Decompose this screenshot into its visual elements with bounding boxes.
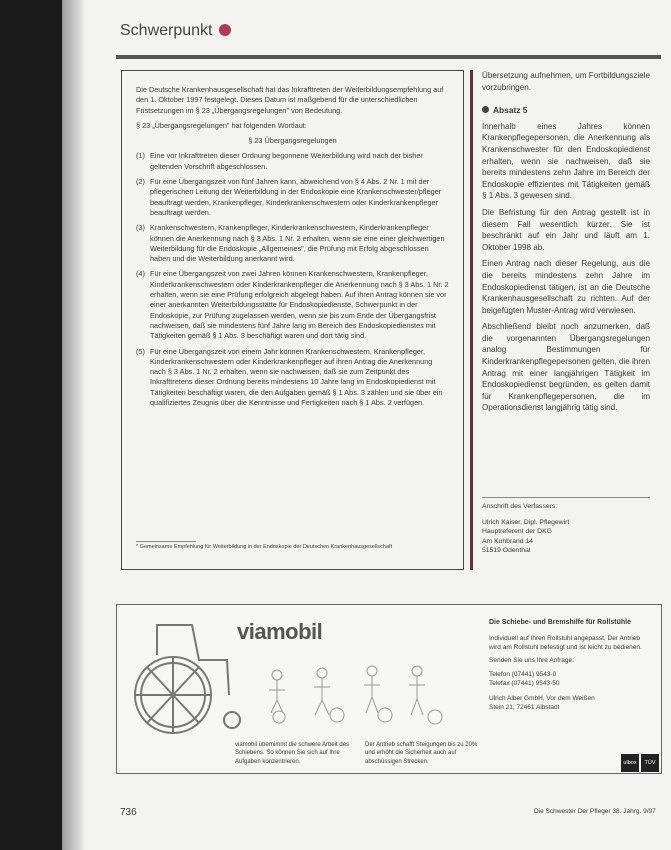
ad-headline: Die Schiebe- und Bremshilfe für Rollstühle bbox=[489, 619, 631, 626]
header-rule bbox=[116, 55, 661, 59]
item-text: Für eine Übergangszeit von einem Jahr können Krankenschwestern, Krankenpfleger, Kinderkrankenschwestern oder Kinderkrankenpfleger auf ihren Antrag die Anerkennung nach § 3 Abs. 1 Nr. 2 erhalten, wenn sie nachweisen, daß sie zum Zeitpunkt des Inkrafttretens dieser Ordnung bereits mindestens 10 Jahre lang im Endoskopiedienst mit Tätigkeiten beschäftigt waren, die den Aufgaben gemäß § 1 Abs. 3 zählen und sie über ein qualifiziertes Zeugnis über die Kenntnisse und Fertigkeiten nach § 1 Abs. 2 verfügen. bbox=[150, 346, 443, 408]
address-line: Hauptreferent der DKG bbox=[482, 528, 552, 536]
subheading bbox=[482, 105, 650, 117]
footnote-text: * Gemeinsame Empfehlung für Weiterbildung in der Endoskopie der Deutschen Krankenhausgesellschaft bbox=[136, 544, 393, 550]
section-header bbox=[120, 22, 231, 40]
item-text: Eine vor Inkrafttreten dieser Ordnung begonnene Weiterbildung wird nach der bisher geltenden Vorschrift abgeschlossen. bbox=[150, 151, 423, 171]
item-text: Krankenschwestern, Krankenpfleger, Kinderkrankenschwestern, Kinderkrankenpfleger können die Anerkennung nach § 3 Abs. 1 Nr. 2 erhalten, wenn sie eine einer gleichwertigen Weiterbildung für die Endoskopie „Allgemeines", die Prüfung mit Erfolg abgeschlossen haben und die Weiterbildung anerkannt wird. bbox=[150, 223, 445, 264]
ad-fax: Telefax (07441) 9543-50 bbox=[489, 679, 560, 687]
right-paragraph: Die Befristung für den Antrag gestellt ist in diesem Fall wesentlich kürzer. Sie ist beschränkt auf ein Jahr und läuft am 1. Oktober 1998 ab. bbox=[482, 207, 650, 252]
page-number: 736 bbox=[120, 807, 137, 818]
intro-paragraph: Die Deutsche Krankenhausgesellschaft hat das Inkrafttreten der Weiterbildungsempfehlung auf den 1. Oktober 1997 festgelegt. Dieses Datum ist maßgebend für die unterschiedlichen Fristsetzungen im § 23 „Übergangsregelungen" von Bedeutung. bbox=[136, 85, 444, 115]
section-dot-icon bbox=[219, 24, 231, 36]
list-item bbox=[136, 223, 449, 264]
brand-badge: ulbox bbox=[621, 754, 639, 772]
ad-text: viamobil übernimmt die schwere Arbeit des Schiebens. So können Sie sich auf Ihre Aufgaben konzentrieren. bbox=[235, 742, 350, 765]
subheading-text: Absatz 5 bbox=[493, 105, 528, 116]
address-line: Ulrich Kaiser, Dipl. Pflegewirt bbox=[482, 518, 570, 526]
regulation-heading: § 23 Übergangsregelungen bbox=[248, 136, 337, 146]
item-number: (3) bbox=[136, 223, 145, 233]
item-text: Für eine Übergangszeit von zwei Jahren können Krankenschwestern, Krankenpfleger, Kinderkrankenschwestern oder Kinderkrankenpfleger die Anerkennung nach § 3 Abs. 1 Nr. 2 erhalten, wenn sie eine Prüfung erfolgreich abgelegt haben. Auf ihren Antrag können sie vor einer anerkannten Weiterbildungsstätte für Endoskopiedienste, Schwerpunkt in der Endoskopie, zur Prüfung zugelassen werden, wenn sie bis zum Ende der Übergangsfrist nachweisen, daß sie mindestens fünf Jahre lang im Bereich des Endoskopiedienstes mit Tätigkeiten gemäß § 1 Abs. 3 beschäftigt waren und dort tätig sind. bbox=[150, 269, 449, 341]
people-sketch bbox=[269, 666, 442, 724]
right-column bbox=[482, 70, 650, 419]
page-gutter bbox=[62, 0, 84, 850]
regulation-list bbox=[136, 151, 449, 408]
wording-paragraph: § 23 „Übergangsregelungen" hat folgenden Wortlaut: bbox=[136, 120, 307, 130]
author-address bbox=[482, 497, 650, 556]
list-item bbox=[136, 269, 449, 341]
list-item bbox=[136, 347, 449, 409]
item-number: (4) bbox=[136, 269, 145, 279]
list-item bbox=[136, 177, 449, 218]
list-item bbox=[136, 151, 449, 172]
address-line: 51519 Odenthal bbox=[482, 547, 531, 555]
regulation-box bbox=[121, 70, 464, 570]
brand-logo: viamobil bbox=[237, 619, 323, 644]
right-paragraph: Übersetzung aufnehmen, um Fortbildungsziele vorzubringen. bbox=[482, 71, 650, 92]
item-number: (1) bbox=[136, 151, 145, 161]
right-paragraph: Innerhalb eines Jahres können Krankenpflegepersonen, die Anerkennung als Krankenschwester für den Endoskopiedienst erhalten, wenn sie nachweisen, daß sie bereits mindestens zehn Jahre im Bereich der Endoskopie effizientes mit Tätigkeiten gemäß § 1 Abs. 3 gewesen sind. bbox=[482, 121, 650, 201]
ad-paragraph: Individuell auf Ihren Rollstuhl angepasst. Der Antrieb wird am Rollstuhl befestigt und ist leicht zu bedienen. bbox=[489, 634, 642, 651]
ad-phone: Telefon (07441) 9543-0 bbox=[489, 671, 557, 679]
column-accent-bar bbox=[470, 70, 473, 570]
ad-badges bbox=[619, 751, 659, 772]
ad-company: Ulrich Alber GmbH, Vor dem Weißen Stein 21, 72461 Albstadt bbox=[489, 694, 595, 711]
bullet-icon bbox=[482, 106, 489, 113]
ad-paragraph: Senden Sie uns Ihre Anfrage. bbox=[489, 657, 574, 665]
journal-footer: Die Schwester Der Pfleger 38. Jahrg. 9/97 bbox=[534, 808, 656, 815]
item-number: (5) bbox=[136, 346, 145, 356]
item-text: Für eine Übergangszeit von fünf Jahren kann, abweichend von § 4 Abs. 2 Nr. 1 mit der pflegerischen Leitung der Weiterbildung in der Endoskopie eine Krankenschwester/pfleger beauftragt werden, Krankenpfleger, Kinderkrankenschwestern oder Kinderkrankenpfleger beauftragt werden. bbox=[150, 177, 442, 217]
advertisement bbox=[116, 604, 662, 774]
footnote bbox=[136, 541, 393, 550]
regulation-text bbox=[136, 85, 449, 413]
ad-info bbox=[489, 619, 653, 717]
address-title: Anschrift des Verfassers: bbox=[482, 497, 650, 512]
item-number: (2) bbox=[136, 177, 145, 187]
section-title: Schwerpunkt bbox=[120, 22, 213, 39]
address-line: Am Kuhbrand 14 bbox=[482, 537, 534, 545]
certification-badge: TÜV bbox=[641, 754, 659, 772]
right-paragraph: Abschließend bleibt noch anzumerken, daß die vorgenannten Übergangsregelungen analog Bestimmungen für Kinderkrankenpflegepersonen gelten, die ihren Antrag mit einer langjährigen Tätigkeit im Endoskopiedienst begründen, es gelten damit für Krankenpflegepersonen, die im Operationsdienst langjährig tätig sind. bbox=[482, 322, 650, 413]
ad-text: Der Antrieb schafft Steigungen bis zu 20% und erhöht die Sicherheit auch auf abschüssigen Strecken. bbox=[365, 742, 478, 765]
right-paragraph: Einen Antrag nach dieser Regelung, aus die die bereits mindestens zehn Jahre im Endoskopiedienst tätigen, ist an die Deutsche Krankenhausgesellschaft zu richten. Auf der beigefügten Muster-Antrag wird verwiesen. bbox=[482, 259, 650, 315]
